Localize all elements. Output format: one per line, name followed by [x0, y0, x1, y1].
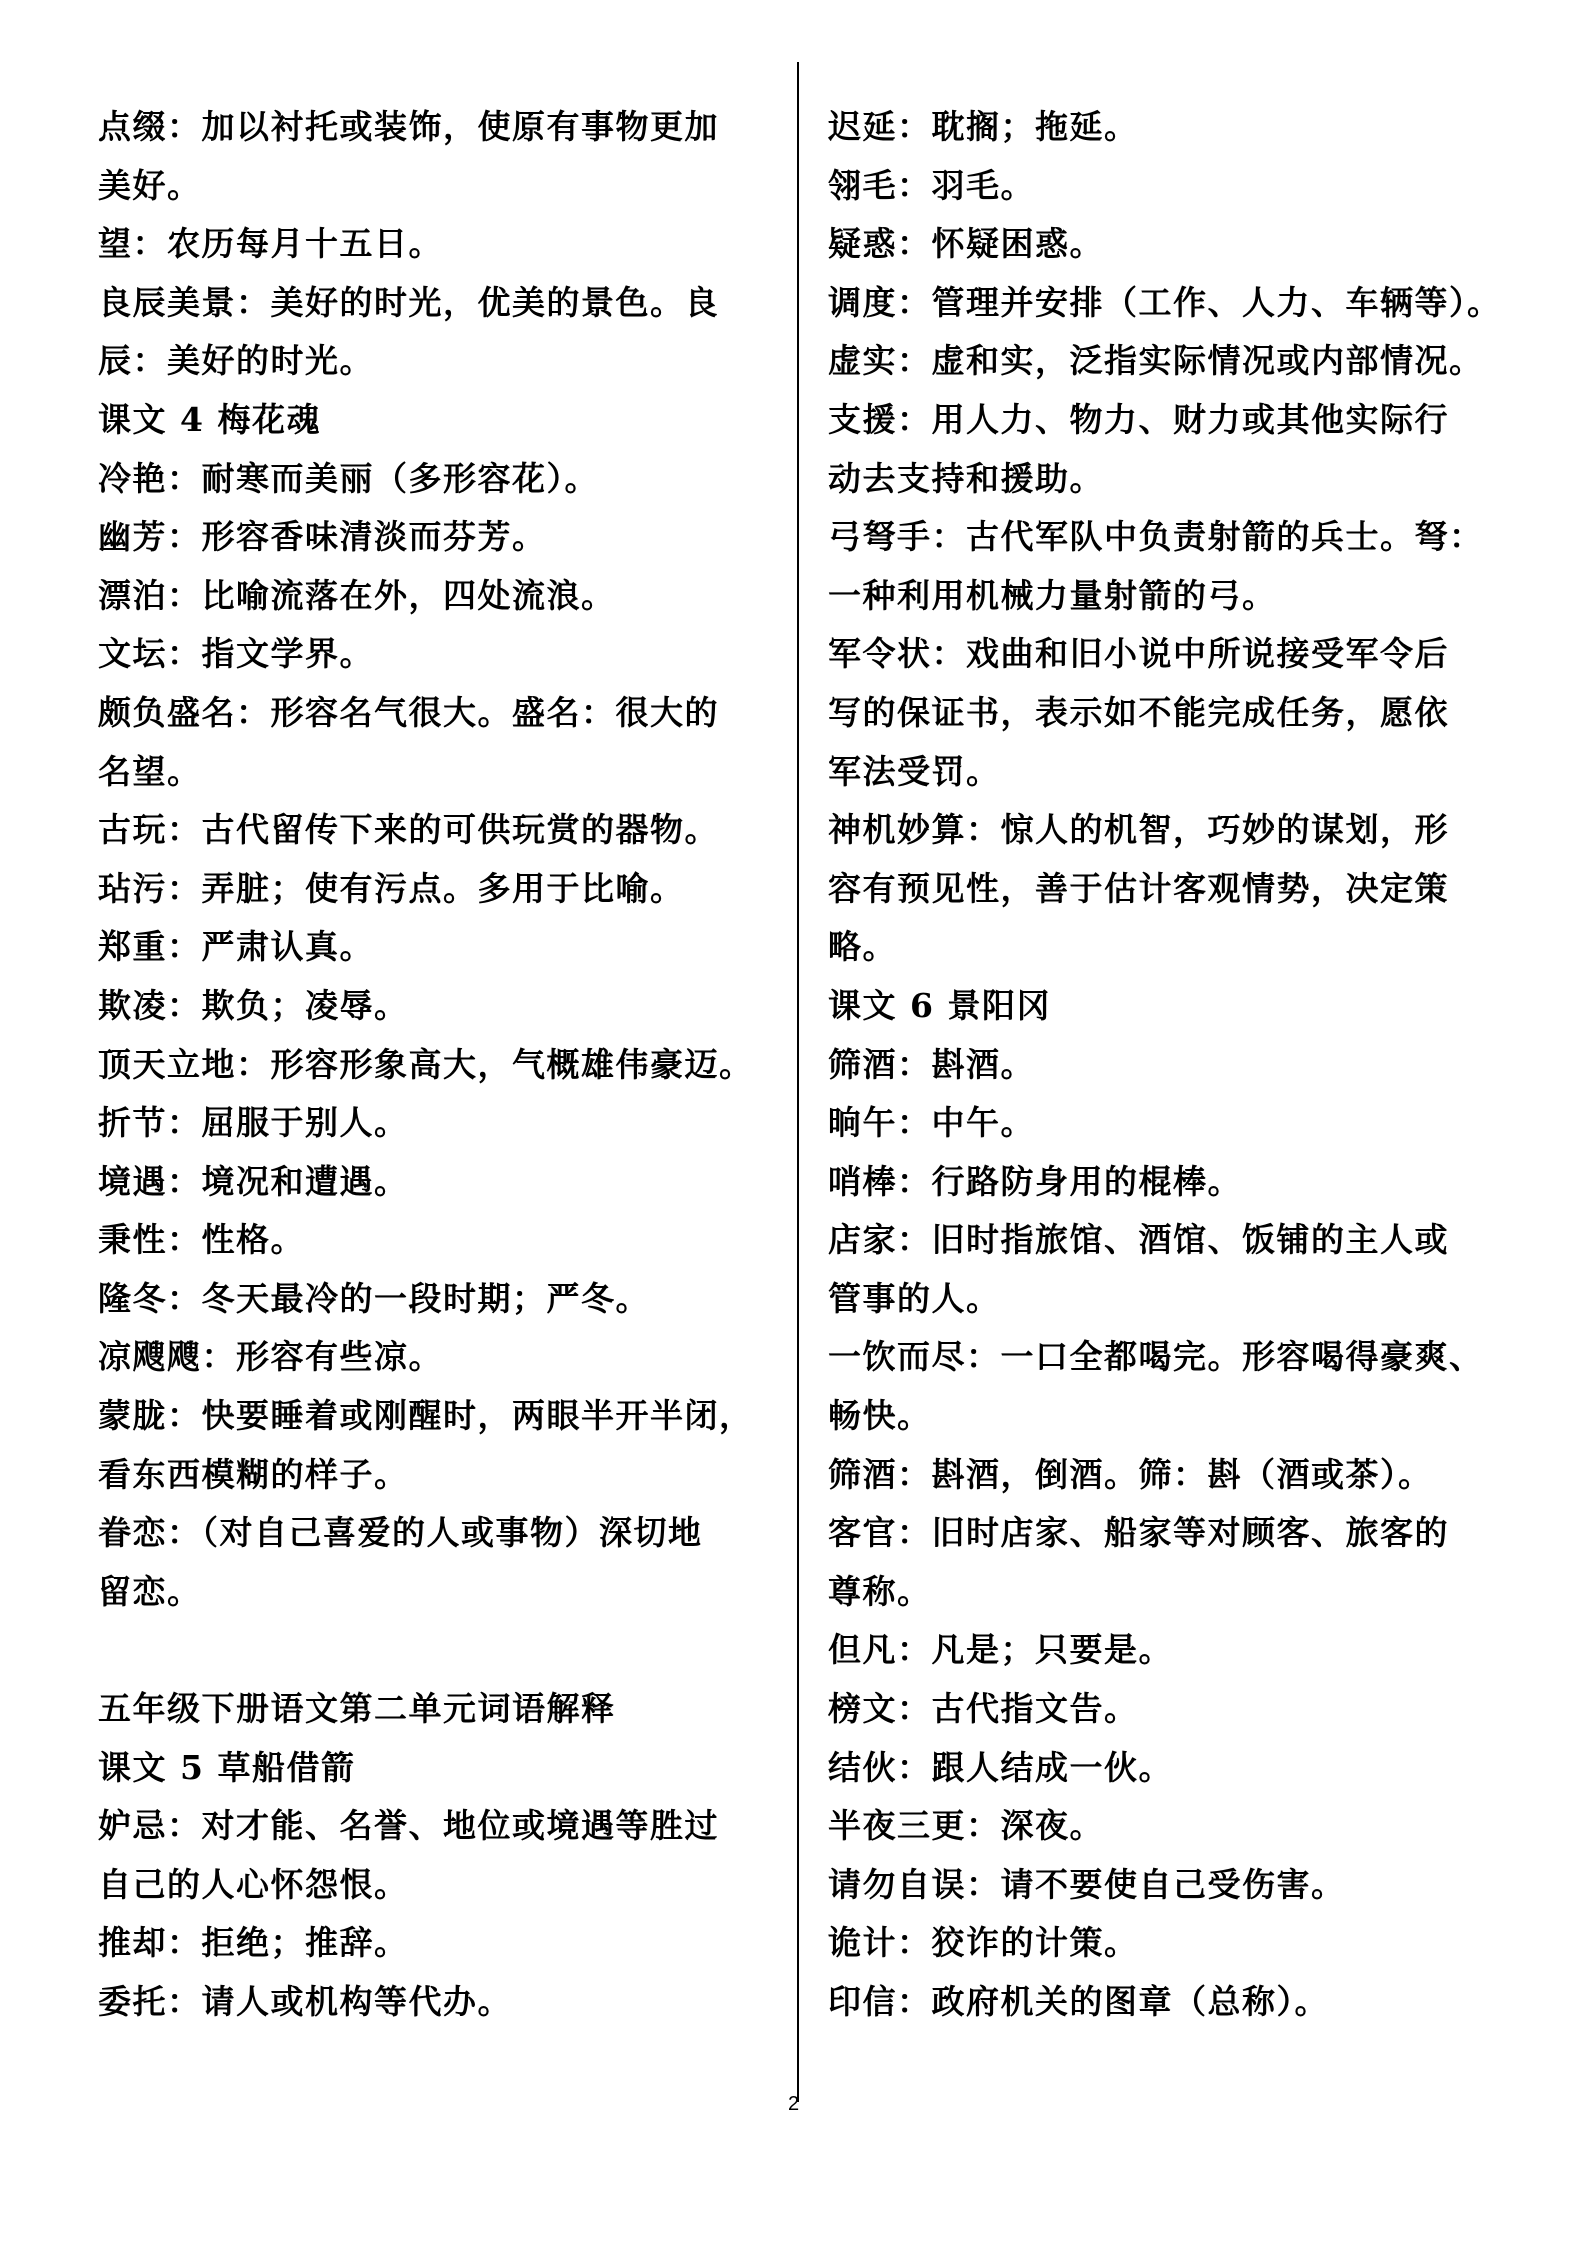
text-line: 结伙：跟人结成一伙。 [828, 1747, 1173, 1787]
text-line: 课文 4 梅花魂 [98, 399, 321, 439]
text-line: 眷恋：（对自己喜爱的人或事物）深切地 [98, 1513, 703, 1553]
text-line: 蒙胧：快要睡着或刚醒时，两眼半开半闭， [98, 1396, 754, 1436]
text-line: 筛酒：斟酒，倒酒。筛：斟（酒或茶）。 [828, 1454, 1433, 1494]
text-line: 迟延：耽搁；拖延。 [828, 107, 1139, 146]
text-line: 课文 6 景阳冈 [828, 985, 1051, 1025]
text-line: 推却：拒绝；推辞。 [98, 1923, 409, 1963]
text-line: 翎毛：羽毛。 [828, 165, 1035, 205]
text-line: 隆冬：冬天最冷的一段时期；严冬。 [98, 1278, 650, 1318]
text-line: 辰：美好的时光。 [98, 341, 374, 381]
text-line: 哨棒：行路防身用的棍棒。 [828, 1161, 1242, 1201]
blank-line [98, 1621, 778, 1680]
text-line: 筛酒：斟酒。 [828, 1044, 1035, 1084]
text-line: 一饮而尽：一口全都喝完。形容喝得豪爽、 [828, 1337, 1484, 1377]
text-line: 但凡：凡是；只要是。 [828, 1630, 1173, 1670]
text-line: 望：农历每月十五日。 [98, 224, 443, 264]
text-line: 文坛：指文学界。 [98, 634, 374, 674]
text-line: 畅快。 [828, 1396, 932, 1436]
text-line: 名望。 [98, 751, 202, 791]
text-line: 容有预见性，善于估计客观情势，决定策 [828, 868, 1449, 908]
text-line: 虚实：虚和实，泛指实际情况或内部情况。 [828, 341, 1484, 381]
text-line: 动去支持和援助。 [828, 458, 1104, 498]
text-line: 印信：政府机关的图章（总称）。 [828, 1982, 1329, 2021]
text-line: 一种利用机械力量射箭的弓。 [828, 575, 1277, 615]
text-line: 冷艳：耐寒而美丽（多形容花）。 [98, 458, 599, 498]
text-line: 弓弩手：古代军队中负责射箭的兵士。弩： [828, 517, 1484, 557]
text-line: 秉性：性格。 [98, 1220, 305, 1260]
text-line: 请勿自误：请不要使自己受伤害。 [828, 1864, 1346, 1904]
text-line: 诡计：狡诈的计策。 [828, 1923, 1139, 1963]
text-line: 美好。 [98, 165, 202, 205]
text-line: 榜文：古代指文告。 [828, 1689, 1139, 1729]
text-line: 军令状：戏曲和旧小说中所说接受军令后 [828, 634, 1449, 674]
text-line: 郑重：严肃认真。 [98, 927, 374, 967]
text-line: 疑惑：怀疑困惑。 [828, 224, 1104, 264]
text-line: 凉飕飕：形容有些凉。 [98, 1337, 443, 1377]
text-line: 课文 5 草船借箭 [98, 1747, 356, 1787]
text-line: 委托：请人或机构等代办。 [98, 1982, 512, 2021]
right-column [828, 98, 1508, 2032]
text-line: 妒忌：对才能、名誉、地位或境遇等胜过 [98, 1806, 719, 1846]
text-line: 支援：用人力、物力、财力或其他实际行 [828, 399, 1449, 439]
column-divider [797, 62, 799, 2102]
text-line: 神机妙算：惊人的机智，巧妙的谋划，形 [828, 810, 1449, 850]
text-line: 颇负盛名：形容名气很大。盛名：很大的 [98, 692, 719, 732]
text-line: 古玩：古代留传下来的可供玩赏的器物。 [98, 810, 719, 850]
text-line: 调度：管理并安排（工作、人力、车辆等）。 [828, 282, 1502, 322]
text-line: 漂泊：比喻流落在外，四处流浪。 [98, 575, 616, 615]
left-column [98, 98, 778, 2032]
text-line: 军法受罚。 [828, 751, 1001, 791]
text-line: 店家：旧时指旅馆、酒馆、饭铺的主人或 [828, 1220, 1449, 1260]
text-line: 境遇：境况和遭遇。 [98, 1161, 409, 1201]
text-line: 折节：屈服于别人。 [98, 1103, 409, 1143]
text-line: 五年级下册语文第二单元词语解释 [98, 1689, 616, 1729]
text-line: 管事的人。 [828, 1278, 1001, 1318]
text-line: 良辰美景：美好的时光，优美的景色。良 [98, 282, 719, 322]
text-line: 客官：旧时店家、船家等对顾客、旅客的 [828, 1513, 1449, 1553]
text-line: 点缀：加以衬托或装饰，使原有事物更加 [98, 107, 719, 146]
text-line: 看东西模糊的样子。 [98, 1454, 409, 1494]
text-line: 尊称。 [828, 1571, 932, 1611]
text-line: 晌午：中午。 [828, 1103, 1035, 1143]
text-line: 自己的人心怀怨恨。 [98, 1864, 409, 1904]
text-line: 半夜三更：深夜。 [828, 1806, 1104, 1846]
page-number: 2 [787, 2093, 800, 2115]
text-line: 玷污：弄脏；使有污点。多用于比喻。 [98, 868, 685, 908]
text-line: 写的保证书，表示如不能完成任务，愿依 [828, 692, 1449, 732]
text-line: 顶天立地：形容形象高大，气概雄伟豪迈。 [98, 1044, 754, 1084]
text-line: 欺凌：欺负；凌辱。 [98, 985, 409, 1025]
text-line: 留恋。 [98, 1571, 202, 1611]
text-line: 略。 [828, 927, 897, 967]
text-line: 幽芳：形容香味清淡而芬芳。 [98, 517, 547, 557]
